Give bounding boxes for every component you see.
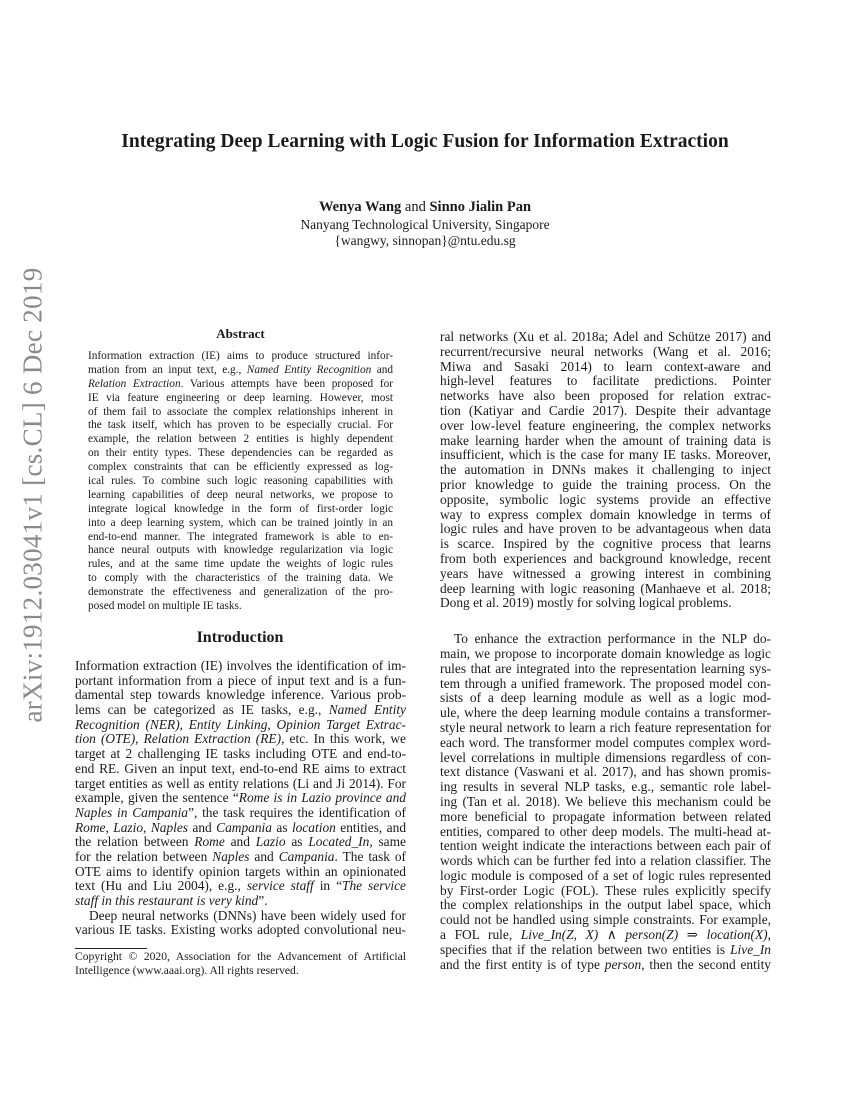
text-line [75,821,406,836]
copyright-footnote [75,950,406,978]
text-segment: , [767,927,771,943]
text-line [440,478,771,493]
text-line [75,718,406,733]
text-line [75,791,406,806]
text-segment: complex constraints that can be efficiently expressed as log- [88,461,393,474]
text-segment: rules that are integrated into the representation learning sys- [440,660,771,676]
paper-title: Integrating Deep Learning with Logic Fusion for Information Extraction [121,131,729,152]
italic-text-segment: location [291,819,336,835]
text-segment: ing (Tan et al. 2018). We believe this mechanism could be [440,793,771,809]
text-segment: in “ [313,878,343,894]
text-segment: make learning harder when the amount of training data is [440,432,771,448]
italic-text-segment: Relation Extraction (RE) [143,731,282,747]
text-segment: way to express complex domain knowledge in terms of [440,506,771,522]
text-segment: , [135,731,144,747]
text-segment: style neural network to learn a rich feature representation for [440,719,771,735]
italic-text-segment: Recognition (NER) [75,716,180,732]
text-line [75,674,406,689]
text-line [88,558,393,572]
text-line [88,544,393,558]
text-line [88,461,393,475]
text-segment: deep learning with logic reasoning (Manhaeve et al. 2018; [440,580,771,596]
text-line [440,537,771,552]
text-segment: the relation between [75,834,195,850]
text-line [75,964,406,978]
text-segment: could not be handled using simple constraints. For example, [440,912,771,928]
text-segment: and [188,819,217,835]
italic-text-segment: Named Entity [328,702,406,718]
left-column-body [75,659,406,938]
italic-text-segment: Live_In(Z, X) ∧ person(Z) ⇒ location(X) [520,927,768,943]
text-segment: Information extraction (IE) involves the identification of im- [75,658,406,673]
text-segment: , etc. In this work, we [281,731,406,747]
text-segment: tention weight indicate the interactions between each pair of [440,838,771,854]
author-name: Wenya Wang [318,199,402,215]
text-segment: and [371,363,394,376]
text-segment: the complex relationships in the output label space, which [440,897,771,913]
text-segment: To enhance the extraction performance in the NLP do- [454,631,771,647]
text-segment: . Various attempts have been proposed for [180,377,393,390]
italic-text-segment: Lazio [113,819,144,835]
affiliation: Nanyang Technological University, Singapore [300,217,550,232]
text-segment: to comply with the characteristics of the training data. We [88,572,393,585]
right-column-body [440,330,771,972]
text-line [440,751,771,766]
italic-text-segment: Named Entity Recognition [246,363,372,376]
text-segment: damental step towards knowledge inference. Various prob- [75,687,406,703]
text-line [440,884,771,899]
italic-text-segment: Opinion Target Extrac- [276,716,406,732]
text-line [75,835,406,850]
italic-text-segment: Relation Extraction [88,377,181,390]
text-segment: Copyright © 2020, Association for the Advancement of Artificial [75,950,406,963]
text-line [75,703,406,718]
text-line [440,345,771,360]
text-segment: by First-order Logic (FOL). These rules explicitly specify [440,882,771,898]
italic-text-segment: person [604,956,642,972]
text-line [440,943,771,958]
text-segment: tem through a unified framework. The proposed model con- [440,675,771,691]
italic-text-segment: The service [342,878,406,894]
text-segment: , [267,716,277,732]
text-line [440,706,771,721]
text-line [88,517,393,531]
text-segment: high-level features to facilitate predictions. Pointer [440,373,771,389]
text-segment: on their entity types. These dependencies can be regarded as [88,447,393,460]
text-line [75,747,406,762]
text-line [88,392,393,406]
text-segment: IE via feature engineering or deep learning. However, most [88,391,393,404]
text-segment: and [249,848,279,864]
text-segment: a FOL rule, [440,927,521,943]
text-segment: networks have also been proposed for relation extrac- [440,388,771,404]
text-segment: sists of a deep learning module as well as a logic mod- [440,690,771,706]
italic-text-segment: Rome [75,819,106,835]
text-segment: target entities as well as entity relations (Li and Ji 2014). For [75,775,406,791]
text-line [440,567,771,582]
text-line [88,531,393,545]
text-segment: OTE aims to identify opinion targets within an opinionated [75,863,406,879]
italic-text-segment: Lazio [255,834,286,850]
text-segment: each word. The transformer model computes complex word- [440,734,771,750]
text-segment: and the first entity is of type [440,956,605,972]
text-segment: logic module is composed of a set of logic rules represented [440,867,771,883]
text-segment: tion (Katiyar and Cardie 2017). Despite their advantage [440,402,771,418]
text-segment: hance neural outputs with knowledge regularization via logic [88,544,393,557]
text-line [88,475,393,489]
text-line [88,406,393,420]
text-line [440,839,771,854]
text-segment: from both experiences and background knowledge, recent [440,550,771,566]
text-line [75,950,406,964]
text-segment: lems can be categorized as IE tasks, e.g., [75,702,329,718]
text-segment: for the relation between [75,848,213,864]
text-line [440,448,771,463]
text-segment: entities, compared to other deep models. The multi-head at- [440,823,771,839]
text-segment: Deep neural networks (DNNs) have been widely used for [89,907,406,923]
text-line [440,662,771,677]
text-line [75,850,406,865]
text-line [440,493,771,508]
text-line [75,806,406,821]
text-line [440,582,771,597]
text-segment: . The task of [334,848,406,864]
text-segment: insufficient, which is the case for many IE tasks. Moreover, [440,447,771,463]
text-segment: ing results in several NLP tasks, e.g., semantic role label- [440,779,771,795]
text-line [440,721,771,736]
text-line [440,522,771,537]
text-segment: Dong et al. 2019) mostly for solving logical problems. [440,595,732,611]
text-line [75,865,406,880]
text-line [75,777,406,792]
text-segment: posed model on multiple IE tasks. [88,600,242,613]
text-line [88,447,393,461]
abstract-heading: Abstract [216,326,265,341]
italic-text-segment: tion (OTE) [75,731,136,747]
text-segment: level correlations in multiple dimensions regardless of con- [440,749,771,765]
text-line [75,879,406,894]
text-segment: prior knowledge to guide the training process. On the [440,476,771,492]
text-line [440,898,771,913]
text-line [440,647,771,662]
text-line [440,404,771,419]
text-line [88,364,393,378]
text-line [75,688,406,703]
text-segment: more beneficial to propagate information between related [440,808,771,824]
text-segment: specifies that if the relation between two entities is [440,941,731,957]
author-conjunction: and [401,199,430,215]
text-segment: years have witnessed a growing interest in combining [440,565,771,581]
text-segment: opposite, symbolic logic systems provide an effective [440,491,771,507]
text-segment: text (Hu and Liu 2004), e.g., [75,878,247,894]
italic-text-segment: Live_In [730,941,771,957]
text-segment: ral networks (Xu et al. 2018a; Adel and Schütze 2017) and [440,329,771,344]
text-segment: demonstrate the effectiveness and generalization of the pro- [88,586,393,599]
text-segment: , [105,819,114,835]
text-segment: example, the relation between 2 entities is highly dependent [88,433,393,446]
text-segment: Information extraction (IE) aims to produce structured infor- [88,350,393,362]
text-line [88,350,393,364]
text-segment: words which can be further fed into a relation classifier. The [440,853,771,869]
text-segment: example, given the sentence “ [75,790,239,806]
italic-text-segment: Campania [216,819,272,835]
text-line [440,869,771,884]
text-line [75,909,406,924]
italic-text-segment: Naples [150,819,189,835]
text-segment: the automation in DNNs makes it challenging to inject [440,462,771,478]
text-segment: ical rules. To combine such logic reasoning capabilities with [88,475,393,488]
text-line [88,503,393,517]
text-line [440,374,771,389]
text-line [440,632,771,647]
abstract-body [88,350,393,614]
text-line [440,596,771,611]
text-segment: end RE. Given an input text, end-to-end RE aims to extract [75,760,406,776]
text-line [440,677,771,692]
text-segment: various IE tasks. Existing works adopted convolutional neu- [75,922,406,938]
footnote-divider [75,948,147,949]
text-line [440,434,771,449]
text-segment: integrate logical knowledge in the form of first-order logic [88,502,393,515]
text-segment: rules, and at the same time update the weights of logic rules [88,558,393,571]
italic-text-segment: Campania [278,848,335,864]
text-line [88,489,393,503]
text-segment: learning capabilities of deep neural networks, we propose to [88,488,393,501]
text-segment: end-to-end manner. The integrated framework is able to en- [88,530,393,543]
text-line [440,795,771,810]
text-segment: entities, and [335,819,407,835]
italic-text-segment: Rome is in Lazio province and [238,790,407,806]
text-line [440,736,771,751]
text-line [440,389,771,404]
italic-text-segment: Naples [212,848,250,864]
text-line [440,810,771,825]
author-emails: {wangwy, sinnopan}@ntu.edu.sg [334,233,516,248]
text-segment: target at 2 challenging IE tasks including OTE and end-to- [75,746,406,762]
italic-text-segment: staff in this restaurant is very kind [75,893,259,908]
text-line [440,552,771,567]
italic-text-segment: Located_In [308,834,370,850]
text-line [88,572,393,586]
text-segment: logic rules and have proven to be advantageous when data [440,521,771,537]
text-segment: of them fail to associate the complex relationships inherent in [88,405,393,418]
text-line [75,762,406,777]
text-line [75,894,406,909]
text-segment: as [285,834,309,850]
text-segment: main, we propose to incorporate domain knowledge as logic [440,645,771,661]
text-line [75,732,406,747]
text-segment: , [143,819,151,835]
text-line [440,419,771,434]
introduction-heading: Introduction [196,629,284,646]
text-segment: Intelligence (www.aaai.org). All rights reserved. [75,964,299,977]
text-segment: , then the second entity [641,956,771,972]
text-line [88,419,393,433]
text-line [440,508,771,523]
text-segment: , same [369,834,406,850]
text-line [88,586,393,600]
text-segment: ”. [258,893,268,908]
text-line [440,691,771,706]
text-line [440,780,771,795]
text-segment: portant information from a piece of input text and is a fun- [75,672,406,688]
text-segment: is scarce. Inspired by the cognitive process that learns [440,536,771,552]
text-line [440,330,771,345]
text-segment: , [179,716,189,732]
italic-text-segment: Naples in Campania [75,804,188,820]
text-line [75,659,406,674]
text-segment: recurrent/recursive neural networks (Wang et al. 2016; [440,343,771,359]
text-line [88,378,393,392]
text-segment: mation from an input text, e.g., [88,363,247,376]
author-name: Sinno Jialin Pan [429,199,532,215]
text-line [440,825,771,840]
text-line [440,854,771,869]
text-line [440,958,771,973]
text-segment: as [271,819,292,835]
italic-text-segment: Rome [194,834,225,850]
text-line [440,360,771,375]
text-segment: ule, where the deep learning module contains a transformer- [440,705,771,721]
text-segment: the task itself, which has proven to be especially crucial. For [88,419,393,432]
text-segment: and [224,834,256,850]
text-line [88,600,393,614]
text-segment: Miwa and Sasaki 2014) to learn context-aware and [440,358,771,374]
text-line [75,923,406,938]
text-line [440,765,771,780]
text-line [440,463,771,478]
text-line [440,928,771,943]
text-line [88,433,393,447]
text-segment: text distance (Vaswani et al. 2017), and has shown promis- [440,764,771,780]
italic-text-segment: Entity Linking [188,716,268,732]
arxiv-identifier-stamp: arXiv:1912.03041v1 [cs.CL] 6 Dec 2019 [17,267,48,723]
text-segment: ”, the task requires the identification of [188,804,406,820]
italic-text-segment: service staff [246,878,314,894]
author-list [0,199,850,216]
text-segment: over low-level feature engineering, the complex networks [440,417,771,433]
text-line [440,913,771,928]
text-segment: into a deep learning system, which can be trained jointly in an [88,516,393,529]
